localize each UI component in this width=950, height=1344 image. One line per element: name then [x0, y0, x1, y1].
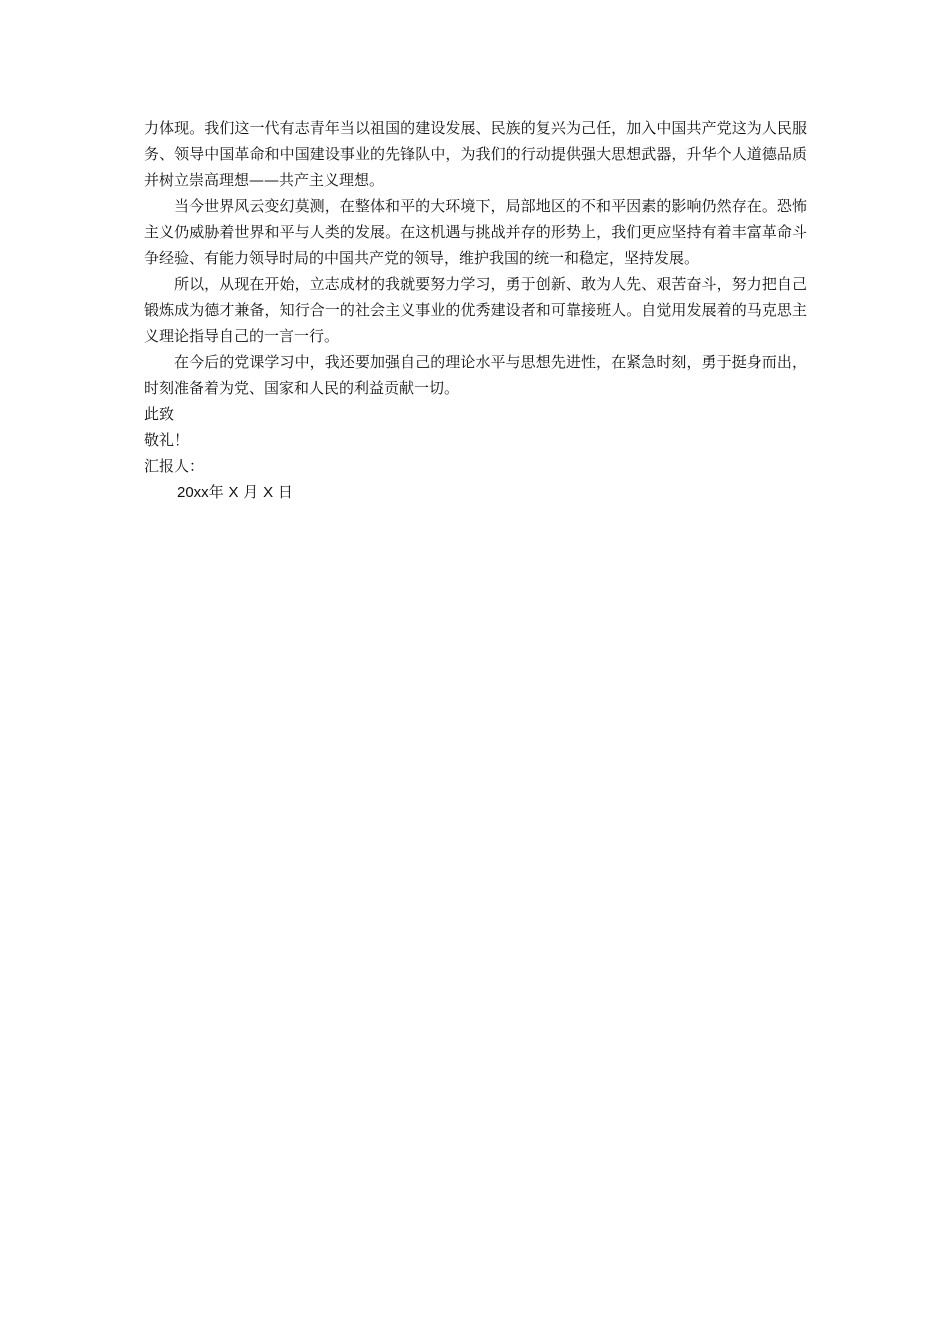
- closing-phrase: 此致: [144, 405, 175, 423]
- date-day: X: [263, 484, 274, 501]
- report-date: [144, 479, 807, 506]
- paragraph-future-study: 在今后的党课学习中，我还要加强自己的理论水平与思想先进性，在紧急时刻，勇于挺身而出，时刻准备着为党、国家和人民的利益贡献一切。: [144, 353, 807, 397]
- date-month-unit: 月: [243, 483, 259, 501]
- document-body: [144, 115, 807, 506]
- paragraph-continuation: 力体现。我们这一代有志青年当以祖国的建设发展、民族的复兴为己任，加入中国共产党这为人民服务、领导中国革命和中国建设事业的先锋队中，为我们的行动提供强大思想武器，升华个人道德品质并树立崇高理想——共产主义理想。: [144, 119, 807, 189]
- reporter-label: 汇报人：: [144, 457, 205, 475]
- paragraph-resolution: 所以，从现在开始，立志成材的我就要努力学习，勇于创新、敢为人先、艰苦奋斗，努力把自己锻炼成为德才兼备，知行合一的社会主义事业的优秀建设者和可靠接班人。自觉用发展着的马克思主义理论指导自己的一言一行。: [144, 275, 807, 345]
- date-year: 20xx: [177, 484, 209, 501]
- paragraph-world-situation: 当今世界风云变幻莫测，在整体和平的大环境下，局部地区的不和平因素的影响仍然存在。恐怖主义仍威胁着世界和平与人类的发展。在这机遇与挑战并存的形势上，我们更应坚持有着丰富革命斗争经验、有能力领导时局的中国共产党的领导，维护我国的统一和稳定，坚持发展。: [144, 197, 807, 267]
- date-year-unit: 年: [208, 483, 224, 501]
- salutation: 敬礼！: [144, 431, 190, 449]
- date-month: X: [228, 484, 239, 501]
- date-day-unit: 日: [277, 483, 293, 501]
